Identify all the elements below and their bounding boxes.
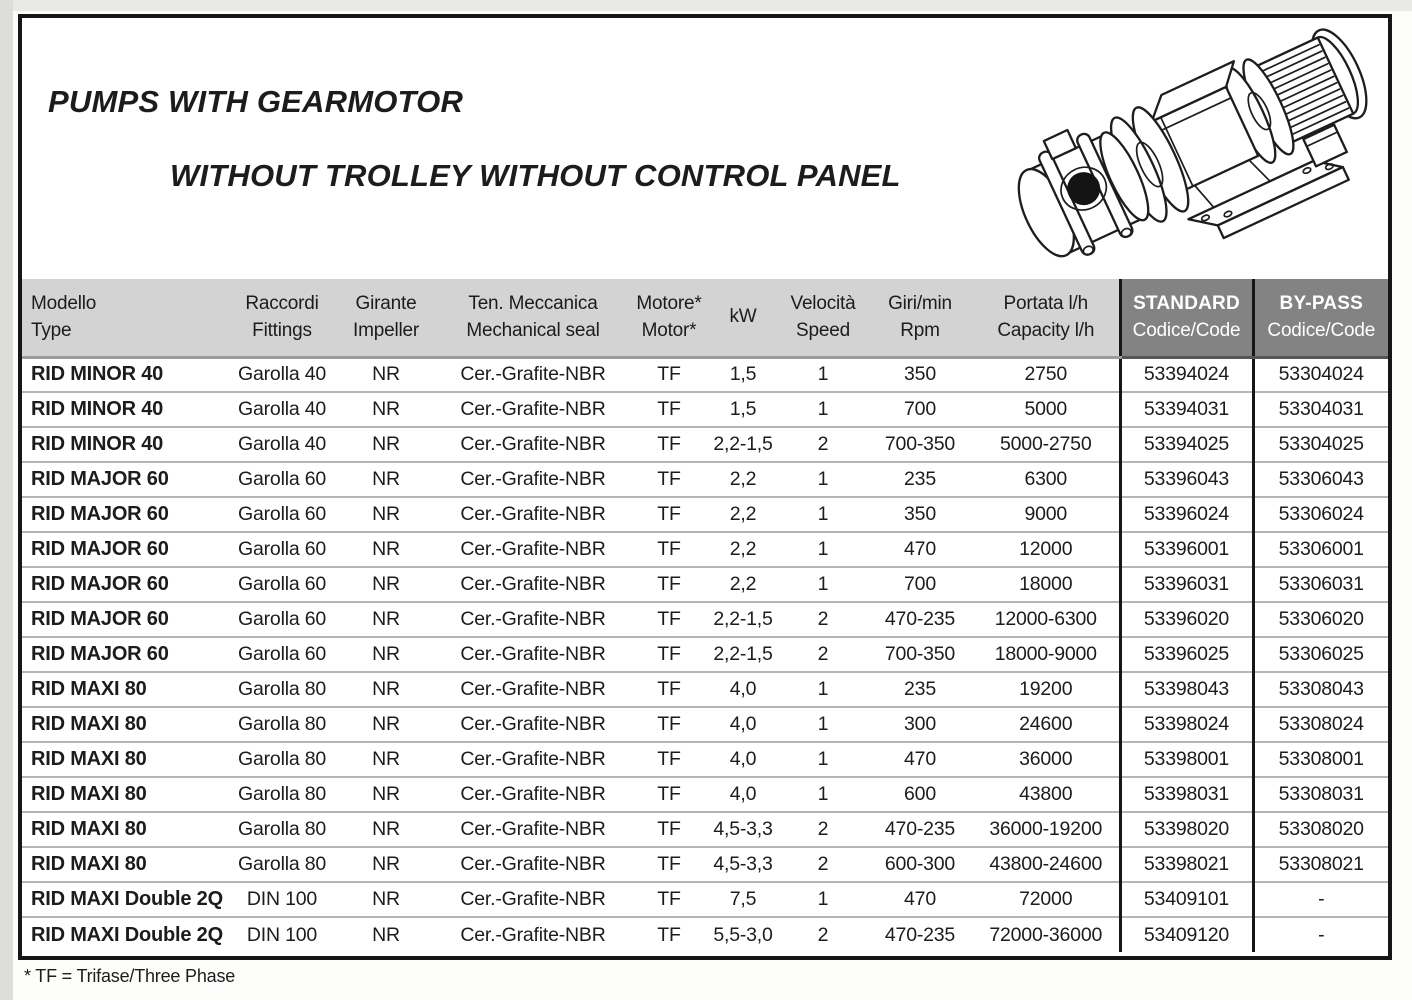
cell-standard: 53396024 [1120,497,1253,532]
cell-girante: NR [337,917,435,952]
pump-spec-table [22,279,1388,952]
cell-velocita: 1 [779,777,867,812]
cell-bypass: 53308020 [1253,812,1388,847]
cell-meccanica: Cer.-Grafite-NBR [435,882,631,917]
pump-spec-table-body [22,357,1388,952]
cell-giri: 235 [867,672,973,707]
cell-kw: 4,5-3,3 [707,812,779,847]
cell-meccanica: Cer.-Grafite-NBR [435,707,631,742]
table-row [22,567,1388,602]
cell-raccordi: Garolla 80 [227,672,337,707]
cell-girante: NR [372,363,400,386]
cell-velocita: 1 [779,567,867,602]
col-header-sublabel: Type [31,320,72,342]
cell-velocita: 1 [779,707,867,742]
scan-edge-top [0,0,1412,11]
cell-bypass: - [1253,882,1388,917]
cell-motore: TF [631,707,707,742]
cell-motore: TF [631,882,707,917]
cell-girante: NR [337,602,435,637]
cell-girante: NR [337,567,435,602]
col-header-sublabel: Capacity l/h [997,320,1095,342]
cell-portata: 12000 [973,532,1120,567]
cell-velocita: 2 [779,812,867,847]
cell-kw: 4,0 [707,777,779,812]
table-row [22,672,1388,707]
cell-standard: 53396001 [1120,532,1253,567]
cell-modello: RID MINOR 40 [22,427,227,462]
cell-giri: 350 [904,363,936,386]
cell-kw: 2,2 [707,532,779,567]
cell-bypass: - [1253,917,1388,952]
cell-velocita: 1 [817,363,829,386]
cell-raccordi: Garolla 80 [227,812,337,847]
table-header [22,279,1388,357]
cell-motore: TF [657,363,681,386]
footnote: * TF = Trifase/Three Phase [24,966,236,986]
cell-meccanica: Cer.-Grafite-NBR [435,917,631,952]
col-header-label: Modello [31,292,97,314]
cell-bypass: 53308043 [1253,672,1388,707]
cell-raccordi: Garolla 40 [238,363,326,386]
col-header-giri [867,279,973,357]
cell-standard: 53409120 [1120,917,1253,952]
cell-bypass: 53308021 [1253,847,1388,882]
table-row [22,532,1388,567]
cell-meccanica: Cer.-Grafite-NBR [435,672,631,707]
cell-motore: TF [631,777,707,812]
col-header-sublabel: Motor* [641,320,697,342]
col-header-sublabel: Mechanical seal [466,320,600,342]
cell-giri: 470 [867,742,973,777]
col-header-kw [707,279,779,357]
cell-giri: 700-350 [867,427,973,462]
cell-kw: 5,5-3,0 [707,917,779,952]
cell-portata: 19200 [973,672,1120,707]
header-row [22,279,1388,357]
cell-bypass: 53304024 [1253,357,1388,392]
cell-modello: RID MAXI 80 [22,777,227,812]
cell-motore: TF [631,742,707,777]
col-header-label: Ten. Meccanica [468,292,598,314]
col-header-girante [337,279,435,357]
cell-kw: 4,0 [707,707,779,742]
cell-meccanica: Cer.-Grafite-NBR [435,742,631,777]
table-row [22,602,1388,637]
cell-standard: 53409101 [1120,882,1253,917]
col-header-sublabel: Fittings [252,320,312,342]
col-header-label: Portata l/h [1003,292,1088,314]
cell-bypass: 53306001 [1253,532,1388,567]
cell-meccanica: Cer.-Grafite-NBR [435,427,631,462]
cell-modello: RID MAXI Double 2Q [22,882,227,917]
cell-motore: TF [631,427,707,462]
cell-bypass: 53308024 [1253,707,1388,742]
cell-raccordi: Garolla 80 [227,707,337,742]
table-row [22,427,1388,462]
cell-velocita: 2 [779,602,867,637]
cell-modello: RID MAXI Double 2Q [22,917,227,952]
cell-modello: RID MINOR 40 [22,392,227,427]
cell-giri: 470-235 [867,602,973,637]
cell-girante: NR [337,847,435,882]
cell-portata: 12000-6300 [973,602,1120,637]
col-header-label: STANDARD [1133,292,1240,314]
cell-meccanica: Cer.-Grafite-NBR [435,532,631,567]
cell-standard: 53398043 [1120,672,1253,707]
cell-raccordi: Garolla 60 [227,602,337,637]
cell-motore: TF [631,602,707,637]
cell-motore: TF [631,567,707,602]
cell-modello: RID MAXI 80 [22,742,227,777]
col-header-motore [631,279,707,357]
cell-raccordi: DIN 100 [227,882,337,917]
cell-velocita: 2 [779,847,867,882]
cell-bypass: 53308001 [1253,742,1388,777]
cell-meccanica: Cer.-Grafite-NBR [435,602,631,637]
cell-meccanica: Cer.-Grafite-NBR [460,363,606,386]
cell-portata: 2750 [1024,363,1068,386]
cell-kw: 4,0 [707,742,779,777]
cell-velocita: 2 [779,427,867,462]
cell-girante: NR [337,392,435,427]
cell-girante: NR [337,497,435,532]
cell-meccanica: Cer.-Grafite-NBR [435,497,631,532]
cell-bypass: 53308031 [1253,777,1388,812]
cell-kw: 1,5 [729,363,757,386]
cell-motore: TF [631,672,707,707]
col-header-meccanica [435,279,631,357]
cell-kw: 2,2-1,5 [707,637,779,672]
col-header-sublabel: Rpm [900,320,940,342]
cell-modello: RID MAXI 80 [22,672,227,707]
cell-raccordi: Garolla 60 [227,637,337,672]
cell-standard: 53394024 [1120,357,1253,392]
page-title: PUMPS WITH GEARMOTOR [48,84,464,119]
cell-velocita: 1 [779,392,867,427]
cell-bypass: 53306043 [1253,462,1388,497]
cell-bypass: 53306024 [1253,497,1388,532]
table-row [22,847,1388,882]
cell-standard: 53398020 [1120,812,1253,847]
cell-kw: 2,2-1,5 [707,427,779,462]
cell-raccordi: DIN 100 [227,917,337,952]
cell-motore: TF [631,462,707,497]
cell-giri: 470-235 [867,812,973,847]
cell-modello: RID MAJOR 60 [22,637,227,672]
cell-standard: 53396020 [1120,602,1253,637]
cell-kw: 2,2 [707,567,779,602]
table-row [22,707,1388,742]
cell-portata: 43800 [973,777,1120,812]
col-header-label: kW [729,306,757,328]
cell-modello: RID MAJOR 60 [22,532,227,567]
cell-standard: 53398031 [1120,777,1253,812]
cell-girante: NR [337,742,435,777]
cell-raccordi: Garolla 80 [227,777,337,812]
col-header-sublabel: Codice/Code [1132,320,1241,342]
cell-giri: 470 [867,882,973,917]
cell-raccordi: Garolla 60 [227,532,337,567]
cell-velocita: 1 [779,882,867,917]
cell-standard: 53398021 [1120,847,1253,882]
cell-modello: RID MAXI 80 [22,707,227,742]
col-header-modello [22,279,227,357]
table-row [22,882,1388,917]
cell-modello: RID MAJOR 60 [22,497,227,532]
cell-kw: 2,2 [707,497,779,532]
cell-portata: 5000-2750 [973,427,1120,462]
cell-girante: NR [337,427,435,462]
cell-portata: 43800-24600 [973,847,1120,882]
cell-girante: NR [337,637,435,672]
col-header-label: Giri/min [888,292,952,314]
cell-motore: TF [631,847,707,882]
cell-giri: 350 [867,497,973,532]
cell-velocita: 1 [779,497,867,532]
cell-portata: 72000-36000 [973,917,1120,952]
cell-meccanica: Cer.-Grafite-NBR [435,847,631,882]
cell-portata: 24600 [973,707,1120,742]
cell-meccanica: Cer.-Grafite-NBR [435,462,631,497]
cell-standard: 53398001 [1120,742,1253,777]
cell-portata: 36000 [973,742,1120,777]
pump-gearmotor-illustration [990,24,1382,274]
cell-girante: NR [337,462,435,497]
col-header-label: BY-PASS [1279,292,1363,314]
cell-standard: 53398024 [1120,707,1253,742]
col-header-bypass-code [1253,279,1388,357]
cell-raccordi: Garolla 40 [227,427,337,462]
cell-modello: RID MAXI 80 [22,812,227,847]
cell-velocita: 1 [779,532,867,567]
col-header-portata [973,279,1120,357]
col-header-sublabel: Speed [796,320,850,342]
cell-giri: 700 [867,392,973,427]
col-header-standard-code [1120,279,1253,357]
cell-kw: 4,5-3,3 [707,847,779,882]
cell-bypass: 53304031 [1253,392,1388,427]
cell-standard: 53396043 [1120,462,1253,497]
cell-raccordi: Garolla 80 [227,847,337,882]
cell-modello: RID MAJOR 60 [22,602,227,637]
cell-raccordi: Garolla 40 [227,392,337,427]
table-row [22,742,1388,777]
cell-portata: 72000 [973,882,1120,917]
cell-girante: NR [337,532,435,567]
cell-bypass: 53306031 [1253,567,1388,602]
cell-kw: 2,2-1,5 [707,602,779,637]
cell-raccordi: Garolla 60 [227,497,337,532]
col-header-label: Girante [355,292,417,314]
cell-bypass: 53306025 [1253,637,1388,672]
col-header-sublabel: Impeller [353,320,419,342]
table-row [22,777,1388,812]
pump-drawing-svg [990,24,1382,274]
cell-standard: 53394025 [1120,427,1253,462]
cell-velocita: 2 [779,637,867,672]
cell-giri: 300 [867,707,973,742]
cell-standard: 53394031 [1120,392,1253,427]
cell-standard: 53396025 [1120,637,1253,672]
cell-standard: 53396031 [1120,567,1253,602]
cell-meccanica: Cer.-Grafite-NBR [435,392,631,427]
col-header-label: Velocità [790,292,856,314]
table-row [22,917,1388,952]
cell-raccordi: Garolla 80 [227,742,337,777]
table-row [22,497,1388,532]
cell-motore: TF [631,812,707,847]
cell-kw: 1,5 [707,392,779,427]
cell-motore: TF [631,497,707,532]
cell-kw: 4,0 [707,672,779,707]
cell-girante: NR [337,777,435,812]
cell-kw: 2,2 [707,462,779,497]
cell-meccanica: Cer.-Grafite-NBR [435,812,631,847]
col-header-velocita [779,279,867,357]
col-header-sublabel: Codice/Code [1267,320,1376,342]
cell-velocita: 1 [779,672,867,707]
cell-motore: TF [631,917,707,952]
col-header-raccordi [227,279,337,357]
cell-velocita: 1 [779,462,867,497]
cell-velocita: 1 [779,742,867,777]
cell-girante: NR [337,707,435,742]
cell-modello: RID MAJOR 60 [22,462,227,497]
cell-modello: RID MAJOR 60 [22,567,227,602]
cell-giri: 600-300 [867,847,973,882]
col-header-label: Motore* [636,292,702,314]
cell-modello: RID MAXI 80 [22,847,227,882]
cell-motore: TF [631,532,707,567]
cell-girante: NR [337,882,435,917]
content-frame [18,14,1392,960]
table-row [22,462,1388,497]
cell-giri: 235 [867,462,973,497]
cell-meccanica: Cer.-Grafite-NBR [435,777,631,812]
cell-girante: NR [337,672,435,707]
cell-portata: 18000 [973,567,1120,602]
cell-bypass: 53304025 [1253,427,1388,462]
col-header-label: Raccordi [245,292,319,314]
cell-motore: TF [631,392,707,427]
cell-girante: NR [337,812,435,847]
cell-modello: RID MINOR 40 [31,363,164,386]
cell-giri: 700 [867,567,973,602]
scan-edge-left [0,0,13,1000]
table-row [22,812,1388,847]
table-row [22,357,1388,392]
cell-giri: 600 [867,777,973,812]
page-subtitle: WITHOUT TROLLEY WITHOUT CONTROL PANEL [170,158,901,193]
cell-portata: 18000-9000 [973,637,1120,672]
cell-kw: 7,5 [707,882,779,917]
cell-portata: 6300 [973,462,1120,497]
cell-giri: 470 [867,532,973,567]
cell-meccanica: Cer.-Grafite-NBR [435,637,631,672]
cell-portata: 36000-19200 [973,812,1120,847]
table-row [22,392,1388,427]
cell-meccanica: Cer.-Grafite-NBR [435,567,631,602]
cell-giri: 470-235 [867,917,973,952]
cell-velocita: 2 [779,917,867,952]
cell-portata: 5000 [973,392,1120,427]
cell-portata: 9000 [973,497,1120,532]
cell-bypass: 53306020 [1253,602,1388,637]
table-row [22,637,1388,672]
cell-giri: 700-350 [867,637,973,672]
cell-raccordi: Garolla 60 [227,462,337,497]
cell-motore: TF [631,637,707,672]
cell-raccordi: Garolla 60 [227,567,337,602]
